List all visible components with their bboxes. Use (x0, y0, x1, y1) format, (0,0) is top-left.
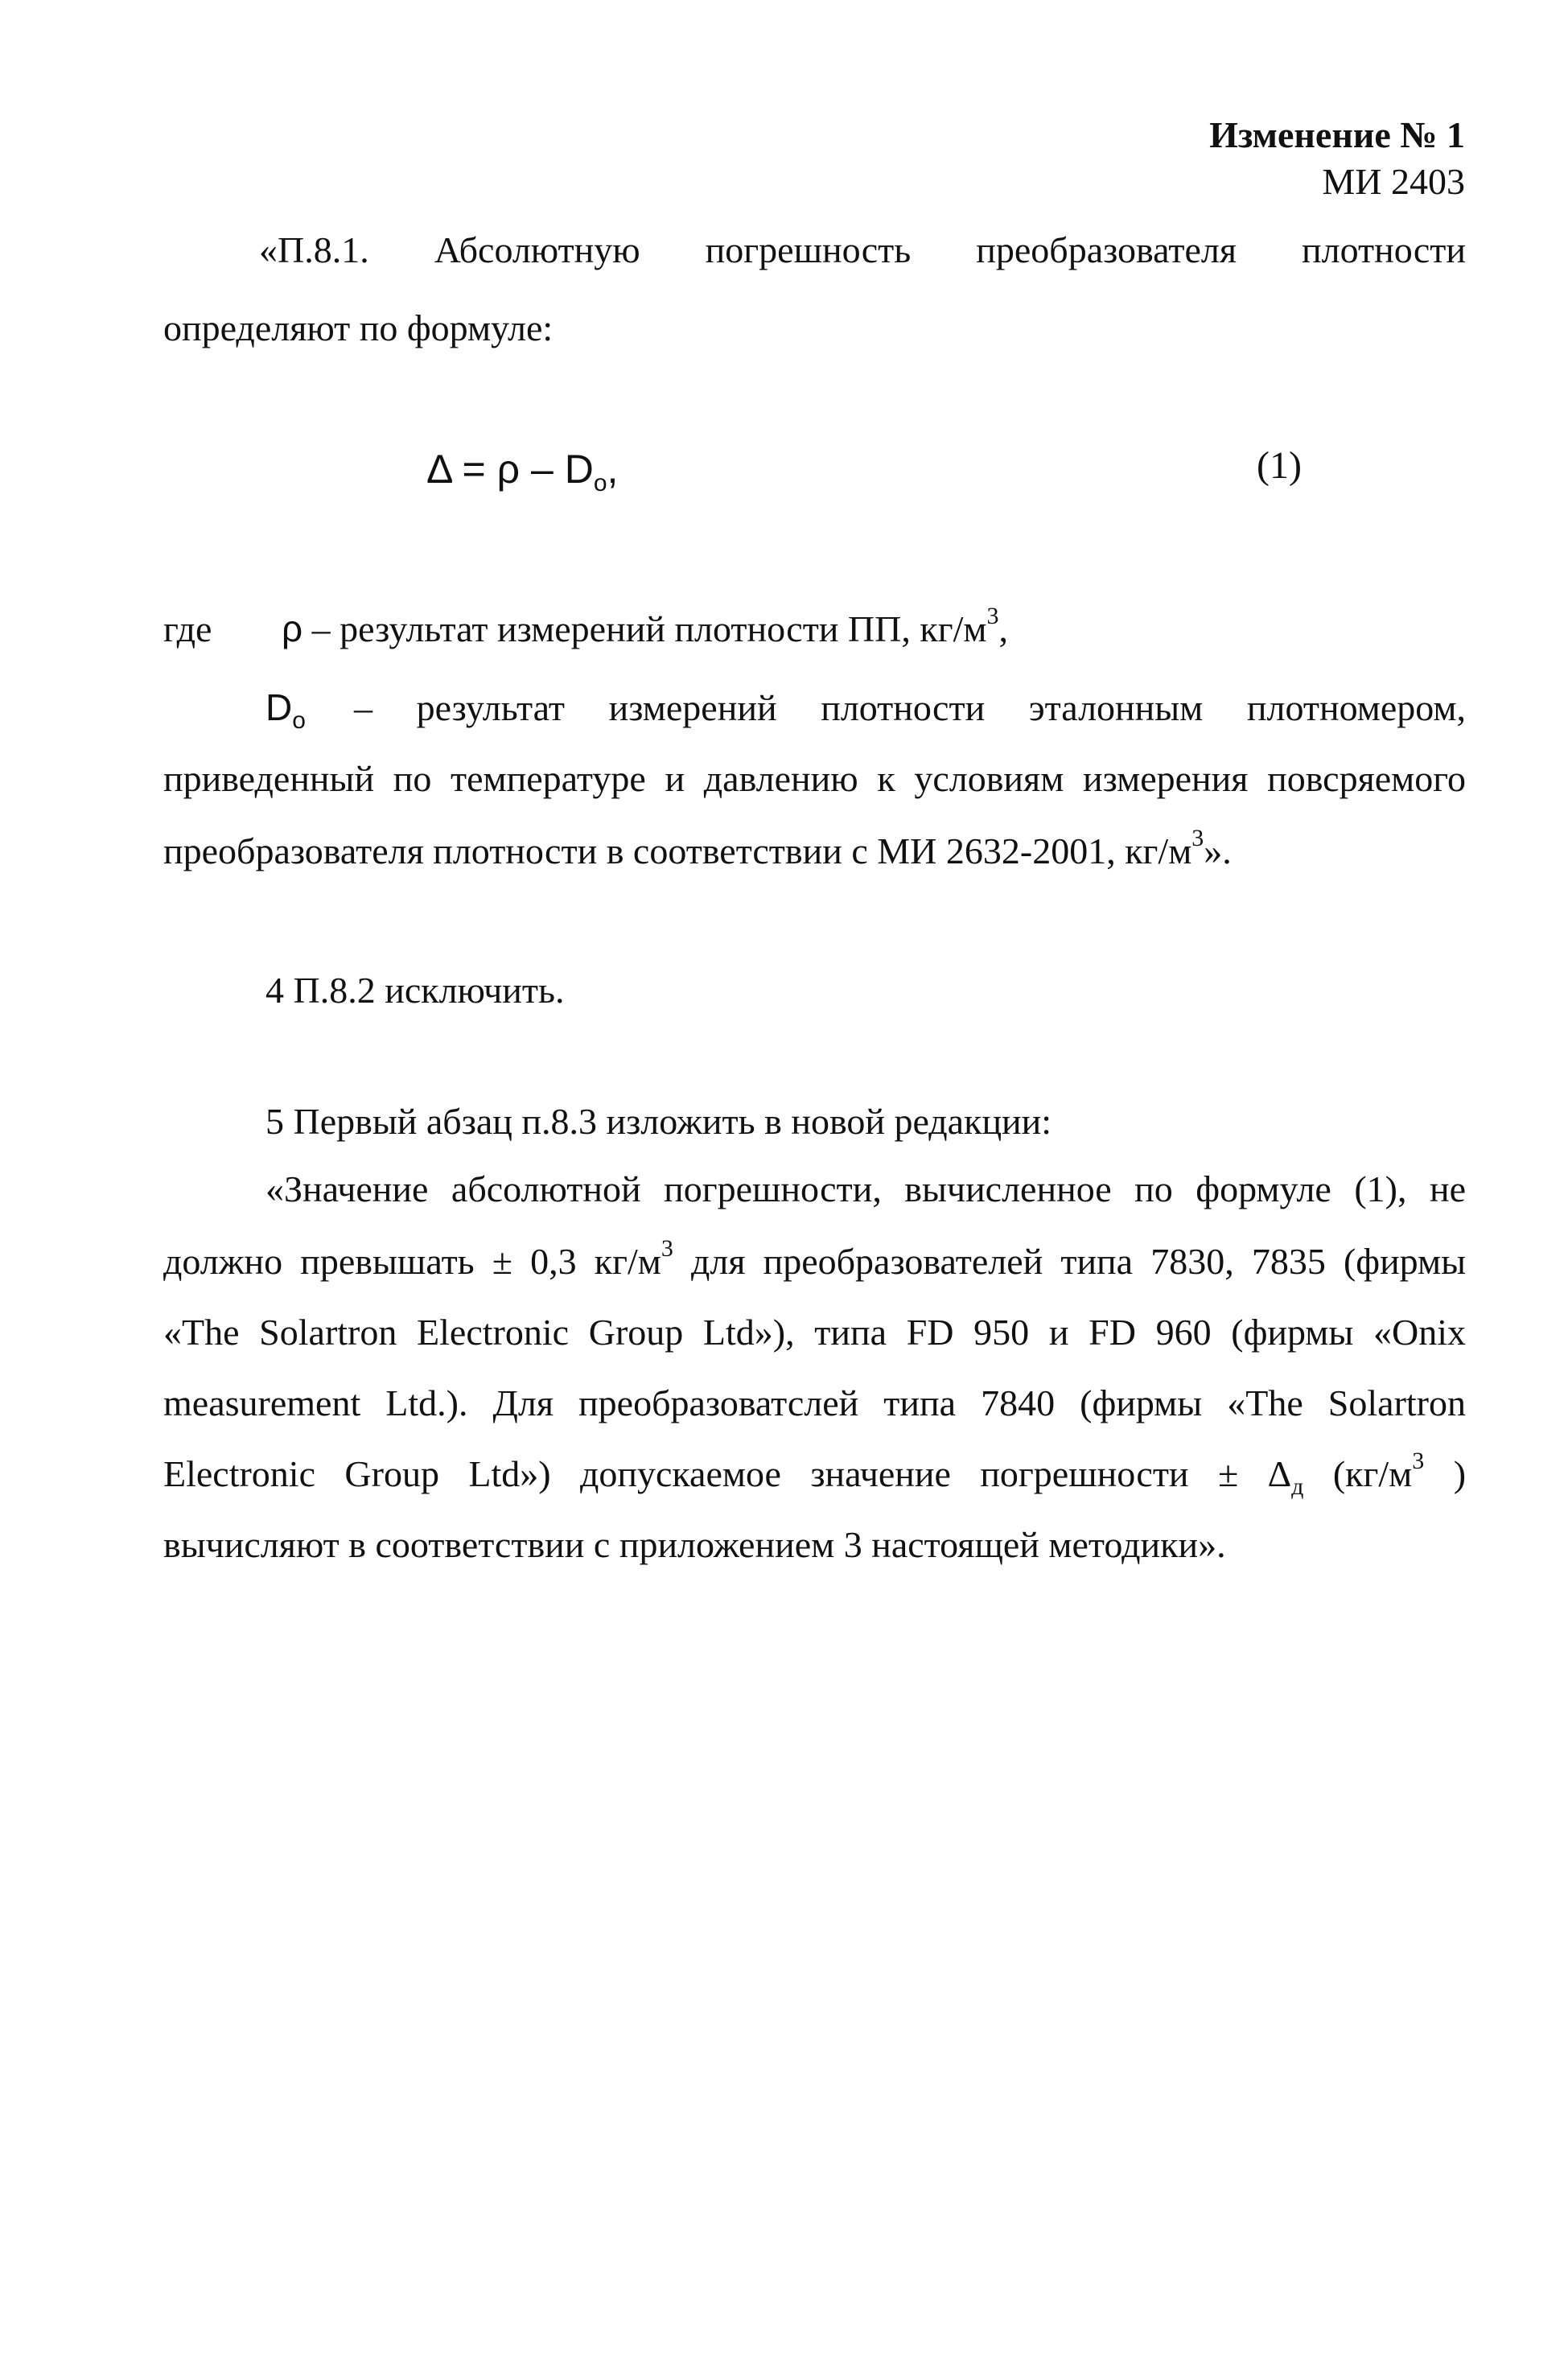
item-5-line2-b: для преобразователей типа 7830, 7835 (фирмы (690, 1241, 1467, 1282)
item-5-line5-sup: 3 (1412, 1448, 1425, 1474)
where-rho-line (282, 603, 1008, 651)
d-letter: D (564, 447, 594, 492)
item-5-line1: «Значение абсолютной погрешности, вычисленное по формуле (1), не (265, 1168, 1466, 1209)
where-d-line3-sup: 3 (1191, 825, 1204, 851)
where-d-line2: приведенный по температуре и давлению к условиям измерения повсряемого (163, 758, 1466, 799)
formula-number: (1) (1257, 444, 1302, 487)
d-subscript: о (593, 470, 607, 496)
item-4: 4 П.8.2 исключить. (265, 970, 565, 1011)
where-d-line3-tail: ». (1204, 830, 1232, 871)
item-5-line2-a: должно превышать ± 0,3 кг/м (163, 1241, 661, 1282)
where-rho-symbol: ρ (282, 608, 303, 649)
rho-symbol: ρ (496, 447, 521, 492)
where-rho-tail: , (998, 608, 1008, 649)
where-d-subscript: о (292, 707, 306, 734)
delta-symbol: Δ (426, 447, 451, 492)
where-d-line3 (163, 825, 1232, 873)
item-5-line3: «The Solartron Electronic Group Ltd»), типа FD 950 и FD 960 (фирмы «Onix (163, 1312, 1466, 1353)
where-rho-sup: 3 (986, 603, 999, 629)
item-5-heading: 5 Первый абзац п.8.3 изложить в новой редакции: (265, 1101, 1052, 1142)
p81-line2: определяют по формуле: (163, 307, 554, 348)
minus-sign: – (531, 447, 554, 492)
item-5-line2 (163, 1235, 1467, 1287)
p81-line1: «П.8.1. Абсолютную погрешность преобразователя плотности (259, 229, 1466, 270)
where-d-line3-text: преобразователя плотности в соответствии с МИ 2632-2001, кг/м (163, 830, 1192, 871)
equals-sign: = (462, 447, 486, 492)
change-label: Изменение № 1 (1209, 114, 1465, 155)
item-5-line5-sub: д (1291, 1473, 1304, 1500)
where-rho-text: – результат измерений плотности ПП, кг/м (311, 608, 987, 649)
formula (426, 445, 619, 496)
doc-code: МИ 2403 (1322, 161, 1465, 202)
item-5-line4: measurement Ltd.). Для преобразоватслей типа 7840 (фирмы «The Solartron (163, 1382, 1466, 1423)
where-d-symbol (265, 686, 306, 734)
where-d-letter: D (265, 686, 293, 728)
item-5-line5-c: ) (1453, 1453, 1467, 1494)
item-5-line2-sup: 3 (661, 1235, 673, 1262)
where-word: где (163, 608, 212, 649)
where-d-line1: – результат измерений плотности эталонным плотномером, (354, 687, 1466, 728)
item-5-line5-a: Electronic Group Ltd») допускаемое значение погрешности ± Δ (163, 1453, 1292, 1494)
item-5-line6: вычисляют в соответствии с приложением 3 настоящей методики». (163, 1524, 1226, 1565)
item-5-line5 (163, 1448, 1467, 1500)
formula-comma: , (607, 447, 619, 492)
item-5-line5-b: (кг/м (1332, 1453, 1413, 1494)
